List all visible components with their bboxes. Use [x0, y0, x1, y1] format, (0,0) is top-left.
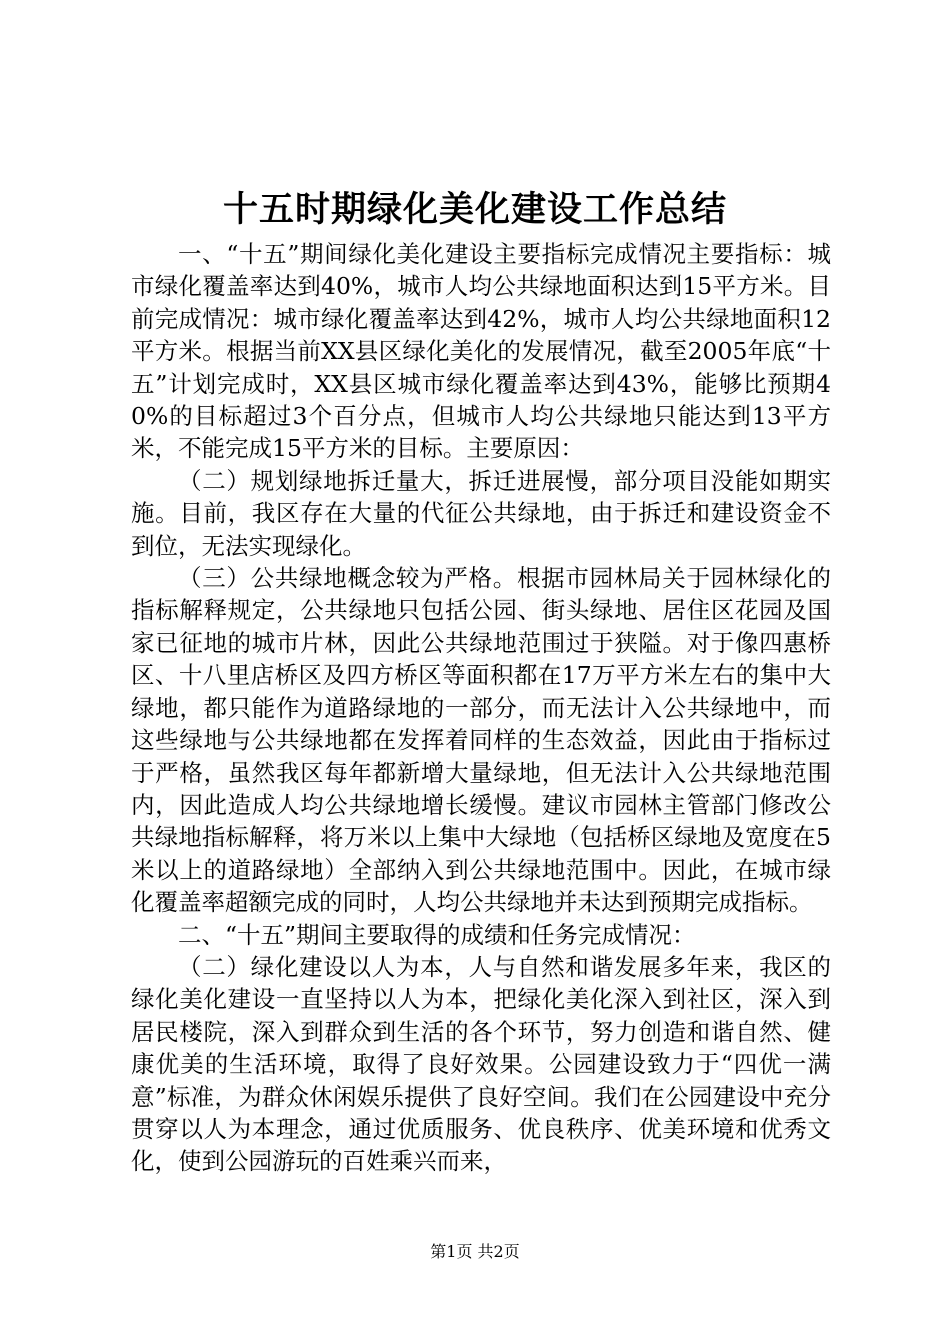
document-body — [131, 238, 831, 1178]
paragraph-3: （三）公共绿地概念较为严格。根据市园林局关于园林绿化的指标解释规定，公共绿地只包括公园、街头绿地、居住区花园及国家已征地的城市片林，因此公共绿地范围过于狭隘。对于像四惠桥区、十八里店桥区及四方桥区等面积都在17万平方米左右的集中大绿地，都只能作为道路绿地的一部分，而无法计入公共绿地中，而这些绿地与公共绿地都在发挥着同样的生态效益，因此由于指标过于严格，虽然我区每年都新增大量绿地，但无法计入公共绿地范围内，因此造成人均公共绿地增长缓慢。建议市园林主管部门修改公共绿地指标解释，将万米以上集中大绿地（包括桥区绿地及宽度在5米以上的道路绿地）全部纳入到公共绿地范围中。因此，在城市绿化覆盖率超额完成的同时，人均公共绿地并未达到预期完成指标。 — [131, 564, 831, 917]
paragraph-2: （二）规划绿地拆迁量大，拆迁进展慢，部分项目没能如期实施。目前，我区存在大量的代征公共绿地，由于拆迁和建设资金不到位，无法实现绿化。 — [131, 466, 831, 560]
paragraph-5: （二）绿化建设以人为本，人与自然和谐发展多年来，我区的绿化美化建设一直坚持以人为本，把绿化美化深入到社区，深入到居民楼院，深入到群众到生活的各个环节，努力创造和谐自然、健康优美的生活环境，取得了良好效果。公园建设致力于“四优一满意”标准，为群众休闲娱乐提供了良好空间。我们在公园建设中充分贯穿以人为本理念，通过优质服务、优良秩序、优美环境和优秀文化，使到公园游玩的百姓乘兴而来， — [131, 952, 831, 1176]
paragraph-4: 二、“十五”期间主要取得的成绩和任务完成情况： — [178, 920, 696, 949]
paragraph-1: 一、“十五”期间绿化美化建设主要指标完成情况主要指标：城市绿化覆盖率达到40%，城市人均公共绿地面积达到15平方米。目前完成情况：城市绿化覆盖率达到42%，城市人均公共绿地面积12平方米。根据当前XX县区绿化美化的发展情况，截至2005年底“十五”计划完成时，XX县区城市绿化覆盖率达到43%，能够比预期40%的目标超过3个百分点，但城市人均公共绿地只能达到13平方米，不能完成15平方米的目标。主要原因： — [131, 240, 831, 463]
page-footer: 第1页 共2页 — [430, 1242, 520, 1261]
document-title: 十五时期绿化美化建设工作总结 — [222, 189, 727, 230]
